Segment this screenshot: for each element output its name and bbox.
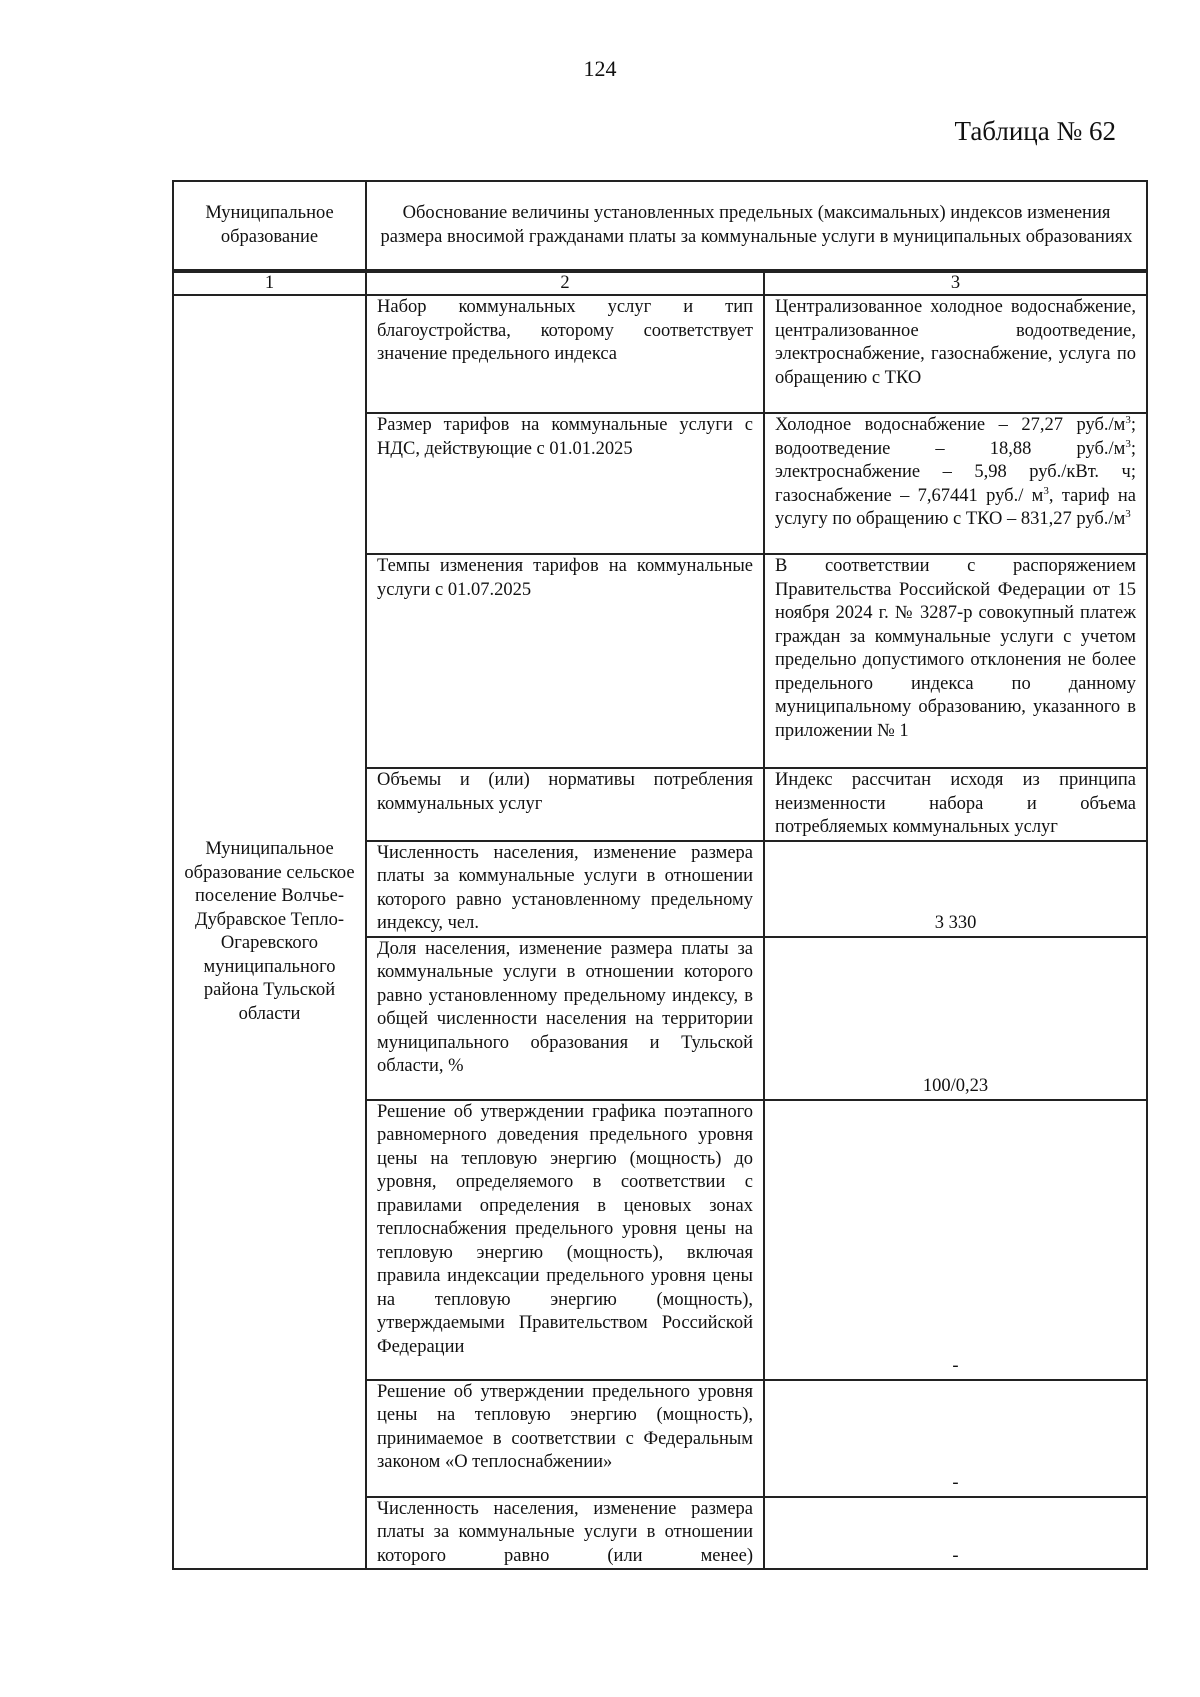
header-row bbox=[173, 181, 1147, 270]
main-table bbox=[172, 271, 1148, 1570]
row-value: - bbox=[764, 1100, 1147, 1380]
column-number-row bbox=[173, 272, 1147, 295]
header-table bbox=[172, 180, 1148, 271]
row-label: Численность населения, изменение размера платы за коммунальные услуги в отношении которого равно (или менее) bbox=[366, 1497, 764, 1570]
table-row bbox=[173, 295, 1147, 413]
tariff-text: , тариф на услугу по обращению с ТКО – 831,27 руб./м bbox=[775, 485, 1136, 529]
row-value: 100/0,23 bbox=[764, 937, 1147, 1100]
row-value bbox=[764, 413, 1147, 554]
row-value: - bbox=[764, 1497, 1147, 1570]
tariff-unit-exponent: 3 bbox=[1125, 413, 1131, 426]
tariff-unit-exponent: 3 bbox=[1043, 484, 1049, 497]
tariff-text: ; водоотведение – 18,88 руб./м bbox=[775, 415, 1136, 459]
row-label: Размер тарифов на коммунальные услуги с НДС, действующие с 01.01.2025 bbox=[366, 413, 764, 554]
row-label: Решение об утверждении предельного уровня цены на тепловую энергию (мощность), принимаемое в соответствии с Федеральным законом «О теплоснабжении» bbox=[366, 1380, 764, 1497]
table-title: Таблица № 62 bbox=[954, 116, 1116, 146]
municipality-cell: Муниципальное образование сельское поселение Волчье-Дубравское Тепло-Огаревского муниципального района Тульской области bbox=[173, 295, 366, 1569]
row-label: Набор коммунальных услуг и тип благоустройства, которому соответствует значение предельного индекса bbox=[366, 295, 764, 413]
row-value: 3 330 bbox=[764, 841, 1147, 937]
row-label: Доля населения, изменение размера платы за коммунальные услуги в отношении которого равно установленному предельному индексу, в общей численности населения на территории муниципального образования и Тульской области, % bbox=[366, 937, 764, 1100]
tariff-text: Холодное водоснабжение – 27,27 руб./м bbox=[775, 415, 1126, 435]
row-label: Темпы изменения тарифов на коммунальные услуги с 01.07.2025 bbox=[366, 554, 764, 768]
row-label: Численность населения, изменение размера платы за коммунальные услуги в отношении которого равно установленному предельному индексу, чел. bbox=[366, 841, 764, 937]
row-value: В соответствии с распоряжением Правительства Российской Федерации от 15 ноября 2024 г. № 3287-р совокупный платеж граждан за коммунальные услуги с учетом предельно допустимого отклонения не более предельного индекса по данному муниципальному образованию, указанного в приложении № 1 bbox=[764, 554, 1147, 768]
column-number: 1 bbox=[173, 272, 366, 295]
page-number: 124 bbox=[583, 56, 617, 81]
row-label: Объемы и (или) нормативы потребления коммунальных услуг bbox=[366, 768, 764, 841]
tariff-unit-exponent: 3 bbox=[1125, 507, 1131, 520]
tariff-unit-exponent: 3 bbox=[1125, 437, 1131, 450]
row-value: - bbox=[764, 1380, 1147, 1497]
row-value: Индекс рассчитан исходя из принципа неизменности набора и объема потребляемых коммунальных услуг bbox=[764, 768, 1147, 841]
column-number: 3 bbox=[764, 272, 1147, 295]
tariff-text: ; электроснабжение – 5,98 руб./кВт. ч; газоснабжение – 7,67441 руб./ м bbox=[775, 438, 1136, 506]
row-label: Решение об утверждении графика поэтапного равномерного доведения предельного уровня цены на тепловую энергию (мощность) до уровня, определяемого в соответствии с правилами определения в ценовых зонах теплоснабжения предельного уровня цены на тепловую энергию (мощность), включая правила индексации предельного уровня цены на тепловую энергию (мощность), утверждаемыми Правительством Российской Федерации bbox=[366, 1100, 764, 1380]
header-municipality: Муниципальное образование bbox=[173, 181, 366, 270]
header-justification: Обоснование величины установленных предельных (максимальных) индексов изменения размера вносимой гражданами платы за коммунальные услуги в муниципальных образованиях bbox=[366, 181, 1147, 270]
row-value: Централизованное холодное водоснабжение, централизованное водоотведение, электроснабжение, газоснабжение, услуга по обращению с ТКО bbox=[764, 295, 1147, 413]
column-number: 2 bbox=[366, 272, 764, 295]
